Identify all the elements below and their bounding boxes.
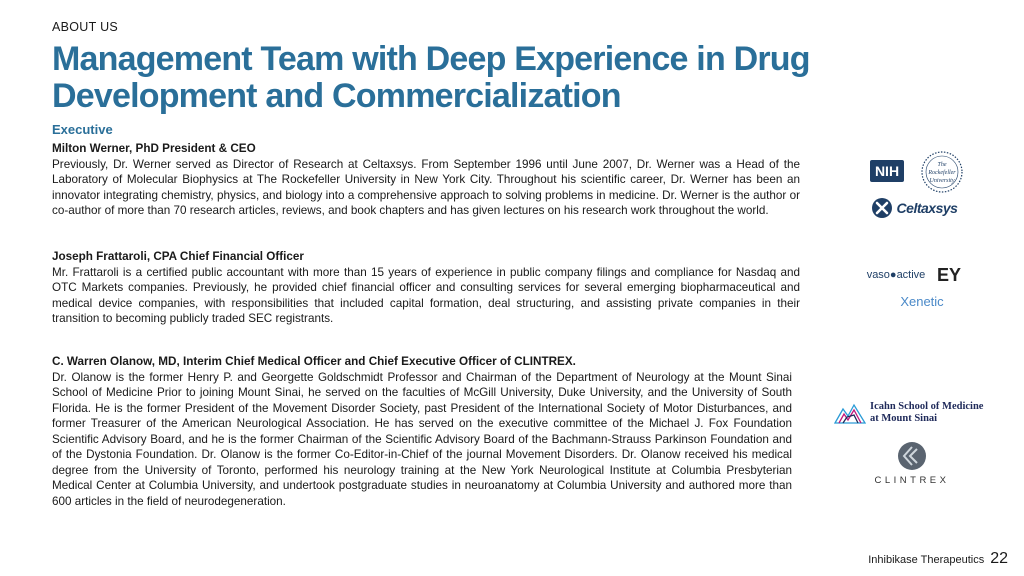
nih-logo-text: NIH [870,160,904,182]
bio-werner [52,141,800,219]
rockefeller-university-logo [920,150,964,194]
rockefeller-seal-icon [920,150,964,194]
icahn-logo-line2: at Mount Sinai [870,413,938,424]
bio-text: Mr. Frattaroli is a certified public accountant with more than 15 years of experience in public company filings and compliance for Nasdaq and OTC Markets companies. Previously, he provided chief financial officer and consulting services for several emerging biopharmaceutical and medical device companies, with responsibilities that included capital formation, deal structuring, and assisting private companies in their transition to becoming publicly traded SEC registrants. [52,265,800,325]
clintrex-logo [872,436,952,490]
bio-name: Joseph Frattaroli, CPA Chief Financial Officer [52,250,304,263]
page-number: 22 [990,550,1008,567]
icahn-mount-sinai-logo [834,395,994,431]
svg-text:University: University [929,178,955,184]
mount-sinai-mountains-icon [834,402,866,424]
clintrex-mark-icon [897,441,927,471]
bio-olanow [52,354,792,509]
page-title: Management Team with Deep Experience in Drug Development and Commercialization [52,40,810,115]
vaso-active-logo [866,265,926,285]
section-eyebrow: ABOUT US [52,20,119,34]
footer-company: Inhibikase Therapeutics [868,554,985,566]
celtaxsys-mark-icon [871,197,893,219]
vaso-active-logo-text: vaso●active [866,269,926,281]
section-heading: Executive [52,122,113,137]
svg-text:The: The [937,162,947,168]
nih-logo [868,158,906,184]
bio-text: Dr. Olanow is the former Henry P. and Georgette Goldschmidt Professor and Chairman of the Department of Neurology at the Mount Sinai School of Medicine Prior to joining Mount Sinai, he served on the faculties of McGill University, Duke University, and the University of South Florida. He is the former President of the Movement Disorder Society, past President of the International Society of Motor Disturbances, and former Treasurer of the American Neurological Association. He has served on the executive committee of the Michael J. Fox Foundation Scientific Advisory Board, and he is the former Chairman of the Scientific Advisory Board of the Bachmann-Strauss Parkinson Foundation and of the Dystonia Foundation. Dr. Olanow is the former Co-Editor-in-Chief of the journal Movement Disorders. Dr. Olanow received his medical degree from the University of Toronto, performed his neurology training at the New York Neurological Institute at Columbia Presbyterian Medical Center at Columbia University, and undertook postgraduate studies in neuroanatomy at Columbia University and authored more than 600 articles in the field of neurodegeneration. [52,370,792,508]
icahn-logo-line1: Icahn School of Medicine [870,401,984,412]
bio-name: C. Warren Olanow, MD, Interim Chief Medical Officer and Chief Executive Officer of CLINTREX. [52,355,576,368]
bio-name: Milton Werner, PhD President & CEO [52,142,256,155]
bio-text: Previously, Dr. Werner served as Director of Research at Celtaxsys. From September 1996 until June 2007, Dr. Werner was a Head of the Laboratory of Molecular Biophysics at The Rockefeller University in New York City. Throughout his scientific career, Dr. Werner has been an innovator integrating chemistry, physics, and biology into a comprehensive approach to solving problems in medicine. Dr. Werner is the author or co-author of more than 70 research articles, reviews, and book chapters and has given lectures on his research work throughout the world. [52,157,800,217]
svg-text:Rockefeller: Rockefeller [928,170,956,176]
footer [868,550,1008,568]
bio-frattaroli [52,249,800,327]
celtaxsys-logo [866,196,962,220]
xenetic-logo [892,290,952,312]
ey-logo [934,262,964,288]
clintrex-logo-text: CLINTREX [874,474,950,486]
xenetic-logo-text: Xenetic [900,293,944,309]
celtaxsys-logo-text: Celtaxsys [896,200,958,216]
ey-logo-text: EY [936,264,961,285]
